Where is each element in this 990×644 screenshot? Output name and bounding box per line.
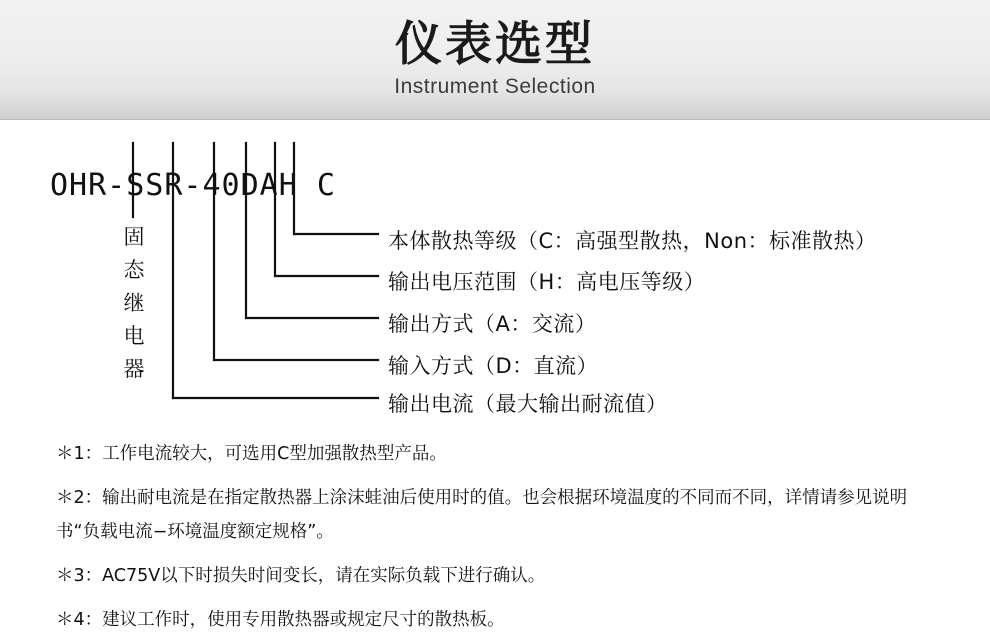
vertical-label-solid-state-relay xyxy=(119,221,149,386)
note-item: ＊1：工作电流较大，可选用C型加强散热型产品。 xyxy=(56,444,447,464)
vertical-label-char: 电 xyxy=(123,324,145,348)
vertical-label-char: 固 xyxy=(123,225,145,249)
note-item: ＊4：建议工作时，使用专用散热器或规定尺寸的散热板。 xyxy=(56,610,505,630)
page-title: 仪表选型 xyxy=(395,17,595,72)
callout-output-voltage-range: 输出电压范围（H：高电压等级） xyxy=(388,270,706,294)
vertical-label-char: 器 xyxy=(123,357,145,381)
callout-input-mode: 输入方式（D：直流） xyxy=(388,354,599,378)
callout-output-mode: 输出方式（A：交流） xyxy=(388,312,597,336)
page-subtitle: Instrument Selection xyxy=(394,75,596,99)
vertical-label-char: 继 xyxy=(123,291,145,315)
vertical-label-char: 态 xyxy=(123,258,145,282)
note-item: ＊2：输出耐电流是在指定散热器上涂沫蛙油后使用时的值。也会根据环境温度的不同而不同，详情请参见说明书“负载电流−环境温度额定规格”。 xyxy=(56,488,908,542)
callout-heat-dissipation-grade: 本体散热等级（C：高强型散热，Non：标准散热） xyxy=(388,229,877,253)
page-content xyxy=(0,121,990,644)
notes-list xyxy=(56,437,946,637)
page-header xyxy=(0,0,990,120)
callout-output-current: 输出电流（最大输出耐流值） xyxy=(388,392,668,416)
note-item: ＊3：AC75V以下时损失时间变长，请在实际负载下进行确认。 xyxy=(56,566,546,586)
model-code: OHR-SSR-40DAH C xyxy=(50,168,336,203)
